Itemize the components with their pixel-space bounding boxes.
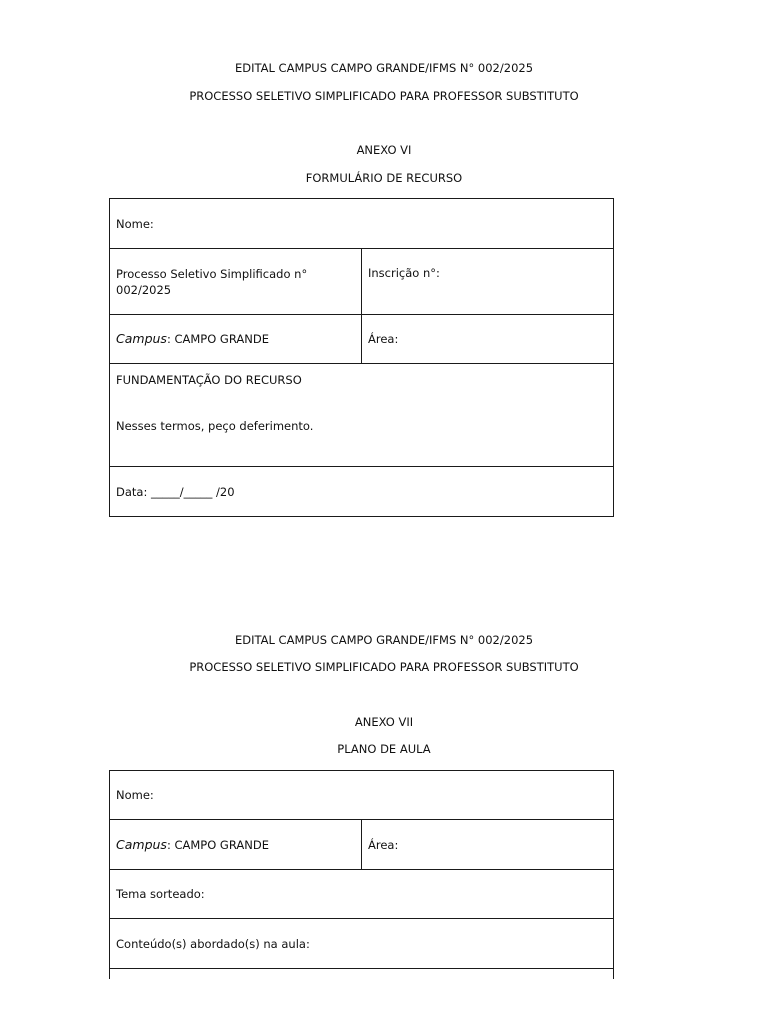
edital-heading-1: EDITAL CAMPUS CAMPO GRANDE/IFMS N° 002/2025 [234,61,534,75]
campus-value: : CAMPO GRANDE [166,332,269,346]
plano-aula-title: PLANO DE AULA [337,742,431,756]
anexo-vii-heading: ANEXO VII [354,715,414,729]
tema-cell[interactable] [110,870,614,919]
nome-label-2: Nome: [116,788,154,802]
next-row-cell[interactable] [110,969,614,980]
campus-value-2: : CAMPO GRANDE [166,837,269,852]
campus-word-2: Campus [116,836,167,852]
tema-label: Tema sorteado: [116,887,205,901]
processo-heading-2: PROCESSO SELETIVO SIMPLIFICADO PARA PROFESSOR SUBSTITUTO [189,660,579,674]
fundamentacao-label: FUNDAMENTAÇÃO DO RECURSO [116,373,302,387]
inscricao-label: Inscrição n°: [368,266,440,280]
formulario-recurso-title: FORMULÁRIO DE RECURSO [305,171,463,185]
data-label: Data: _____/_____ /20 [116,484,235,499]
anexo-vi-heading: ANEXO VI [356,143,412,157]
processo-label-line1: Processo Seletivo Simplificado n° [116,266,308,281]
nome-label: Nome: [116,216,154,231]
campus-word: Campus [116,331,167,346]
deferimento-text: Nesses termos, peço deferimento. [116,419,314,433]
area-label-2: Área: [368,837,399,852]
processo-heading-1: PROCESSO SELETIVO SIMPLIFICADO PARA PROFESSOR SUBSTITUTO [189,89,579,103]
conteudo-label: Conteúdo(s) abordado(s) na aula: [116,936,310,951]
area-label: Área: [368,332,399,346]
nome-cell-2[interactable] [110,771,614,820]
processo-label-line2: 002/2025 [116,282,172,297]
plano-aula-table [109,770,614,979]
campus-cell-2[interactable] [110,820,362,870]
edital-heading-2: EDITAL CAMPUS CAMPO GRANDE/IFMS N° 002/2025 [234,633,534,647]
area-cell-2[interactable] [362,820,614,870]
conteudo-cell[interactable] [110,919,614,969]
